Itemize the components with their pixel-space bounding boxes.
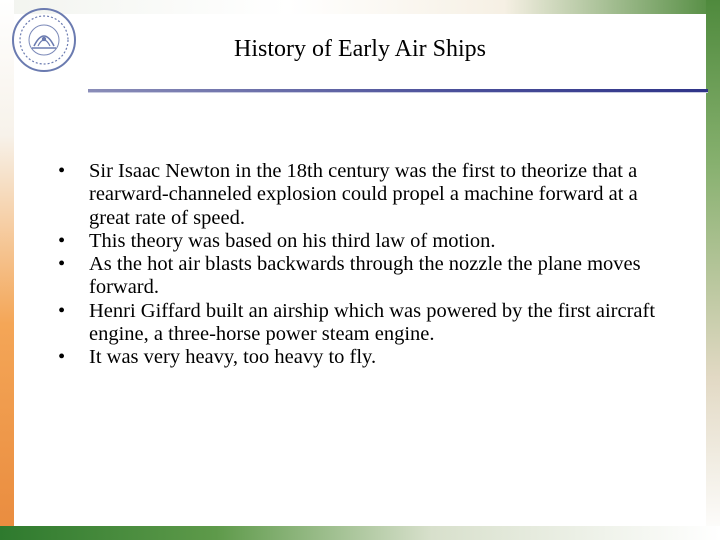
bullet-item xyxy=(58,346,678,369)
bullet-text: It was very heavy, too heavy to fly. xyxy=(89,346,377,369)
bullet-text: This theory was based on his third law of motion. xyxy=(89,229,496,252)
bullet-text: Sir Isaac Newton in the 18th century was the first to theorize that a rearward-channeled explosion could propel a machine forward at a great rate of speed. xyxy=(89,160,638,229)
bullet-item xyxy=(58,253,678,300)
title-divider xyxy=(88,89,708,93)
border-bottom xyxy=(0,526,720,540)
bullet-icon: • xyxy=(58,299,66,322)
slide-title: History of Early Air Ships xyxy=(234,36,486,62)
bullet-item xyxy=(58,300,678,347)
bullet-list xyxy=(58,160,678,370)
bullet-icon: • xyxy=(58,160,66,182)
bullet-text: Henri Giffard built an airship which was powered by the first aircraft engine, a three-horse power steam engine. xyxy=(89,299,656,346)
bullet-text: As the hot air blasts backwards through the nozzle the plane moves forward. xyxy=(89,253,641,299)
border-left xyxy=(0,0,14,540)
bullet-icon: • xyxy=(58,346,66,369)
bullet-item xyxy=(58,160,678,230)
institute-emblem-icon xyxy=(10,6,78,74)
bullet-icon: • xyxy=(58,229,66,252)
border-top xyxy=(0,0,720,14)
bullet-icon: • xyxy=(58,253,66,276)
border-right xyxy=(706,0,720,540)
bullet-item xyxy=(58,230,678,253)
